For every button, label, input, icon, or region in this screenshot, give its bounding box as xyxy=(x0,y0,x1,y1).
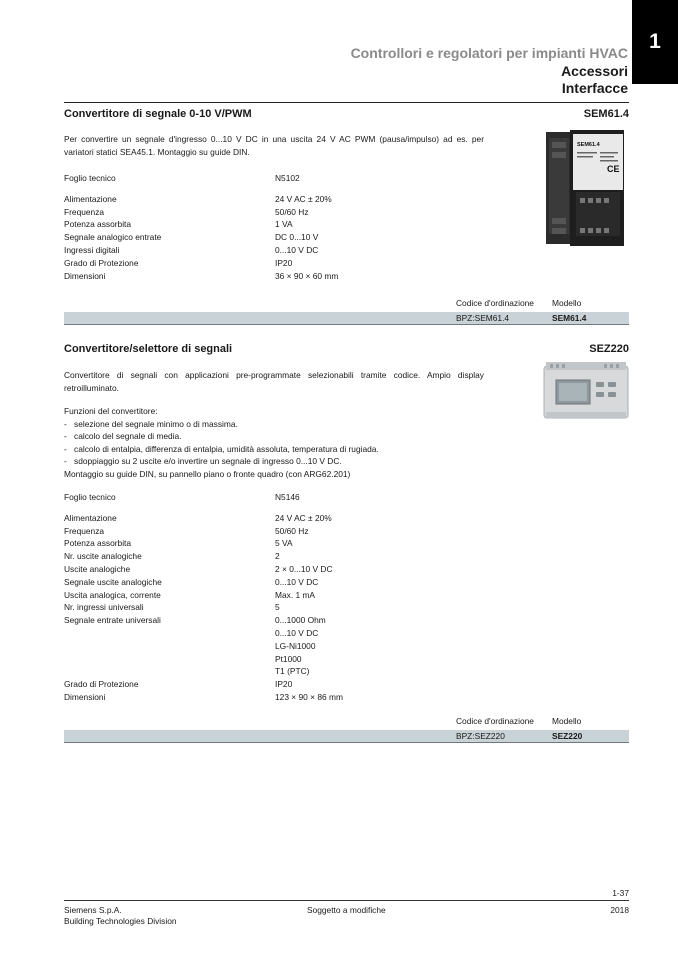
spec-label: Potenza assorbita xyxy=(64,538,132,549)
order-model-header: Modello xyxy=(552,298,582,308)
order-model-header: Modello xyxy=(552,716,582,726)
section1-title: Convertitore di segnale 0-10 V/PWM xyxy=(64,108,252,120)
spec-value: 5 VA xyxy=(275,538,293,549)
spec-value: 50/60 Hz xyxy=(275,525,309,536)
section2-spec-table xyxy=(64,491,484,704)
spec-row xyxy=(64,665,484,678)
spec-label: Nr. ingressi universali xyxy=(64,602,144,613)
order-code-header: Codice d'ordinazione xyxy=(456,298,534,308)
function-item: - sdoppiaggio su 2 uscite e/o invertire un segnale di ingresso 0...10 V DC. xyxy=(64,455,484,468)
spec-row xyxy=(64,270,484,283)
spec-label: Alimentazione xyxy=(64,512,117,523)
sem61-product-image xyxy=(540,128,630,256)
spec-row xyxy=(64,550,484,563)
order-code: BPZ:SEM61.4 xyxy=(456,313,510,323)
spec-label xyxy=(64,653,275,666)
spec-value: 123 × 90 × 86 mm xyxy=(275,691,343,702)
spec-value: IP20 xyxy=(275,257,293,268)
section1-top-rule xyxy=(64,102,629,103)
spec-label: Segnale uscite analogiche xyxy=(64,576,162,587)
spec-row xyxy=(64,653,484,666)
spec-row xyxy=(64,627,484,640)
section1-order-row xyxy=(64,312,629,325)
spec-row xyxy=(64,691,484,704)
spec-label: Uscite analogiche xyxy=(64,563,131,574)
functions-title: Funzioni del convertitore: xyxy=(64,406,158,416)
section1-model: SEM61.4 xyxy=(583,108,629,120)
spec-label: Segnale analogico entrate xyxy=(64,232,162,243)
order-model: SEM61.4 xyxy=(552,313,587,323)
footer-year: 2018 xyxy=(610,905,629,915)
sem61-ce-mark: CE xyxy=(607,164,620,174)
spec-label xyxy=(64,665,275,678)
spec-row xyxy=(64,589,484,602)
sem61-product-label: SEM61.4 xyxy=(577,142,600,148)
spec-label xyxy=(64,627,275,640)
spec-value: 5 xyxy=(275,602,280,613)
spec-value: LG-Ni1000 xyxy=(275,640,316,651)
spec-label: Grado di Protezione xyxy=(64,257,139,268)
function-item: - calcolo del segnale di media. xyxy=(64,430,484,443)
spec-value: T1 (PTC) xyxy=(275,666,310,677)
spec-value: Pt1000 xyxy=(275,653,302,664)
page-number: 1-37 xyxy=(612,888,629,898)
order-code: BPZ:SEZ220 xyxy=(456,731,505,741)
spec-label: Foglio tecnico xyxy=(64,173,116,183)
spec-value: 1 VA xyxy=(275,219,293,230)
datasheet-row xyxy=(64,172,484,185)
spec-value: 2 × 0...10 V DC xyxy=(275,563,333,574)
spec-label: Dimensioni xyxy=(64,270,106,281)
datasheet-row xyxy=(64,491,484,504)
header-category: Controllori e regolatori per impianti HVAC xyxy=(350,45,628,61)
spec-label: Grado di Protezione xyxy=(64,679,139,690)
spec-value: Max. 1 mA xyxy=(275,589,316,600)
spec-value: 50/60 Hz xyxy=(275,206,309,217)
section2-title: Convertitore/selettore di segnali xyxy=(64,343,233,355)
footer-rule xyxy=(64,900,629,901)
spec-value: N5146 xyxy=(275,492,300,502)
spec-row xyxy=(64,206,484,219)
spec-value: 2 xyxy=(275,551,280,562)
spec-value: 0...10 V DC xyxy=(275,244,319,255)
spec-value: 24 V AC ± 20% xyxy=(275,193,332,204)
spec-row xyxy=(64,231,484,244)
section2-functions xyxy=(64,405,484,481)
mounting-note: Montaggio su guide DIN, su pannello piano o fronte quadro (con ARG62.201) xyxy=(64,468,351,479)
spec-row xyxy=(64,537,484,550)
spec-row xyxy=(64,257,484,270)
functions-list xyxy=(64,418,484,468)
spec-label: Ingressi digitali xyxy=(64,244,120,255)
function-item: - selezione del segnale minimo o di massima. xyxy=(64,418,484,431)
spec-row xyxy=(64,601,484,614)
spec-value: N5102 xyxy=(275,173,300,183)
spec-value: 24 V AC ± 20% xyxy=(275,512,332,523)
section2-order-header xyxy=(64,716,629,728)
spec-label: Foglio tecnico xyxy=(64,492,116,502)
spec-label xyxy=(64,640,275,653)
section1-description: Per convertire un segnale d'ingresso 0...10 V DC in una uscita 24 V AC PWM (pausa/impulso) ad es. per variatori statici SEA45.1. Montaggio su guide DIN. xyxy=(64,134,484,157)
section2-model: SEZ220 xyxy=(589,343,629,355)
spec-row xyxy=(64,525,484,538)
spec-row xyxy=(64,218,484,231)
spec-row xyxy=(64,614,484,627)
footer-division: Building Technologies Division xyxy=(64,916,177,926)
spec-label: Segnale entrate universali xyxy=(64,615,161,626)
section1-order-header xyxy=(64,298,629,310)
chapter-tab: 1 xyxy=(632,0,678,84)
spec-row xyxy=(64,193,484,206)
spec-value: 0...10 V DC xyxy=(275,627,319,638)
order-model: SEZ220 xyxy=(552,731,583,741)
section2-order-row xyxy=(64,730,629,743)
footer-company: Siemens S.p.A. xyxy=(64,905,122,915)
section1-spec-table xyxy=(64,172,484,282)
spec-value: IP20 xyxy=(275,679,293,690)
section2-description: Convertitore di segnali con applicazioni pre-programmate selezionabili tramite codice. Ampio display retroilluminato. xyxy=(64,370,484,393)
header-subcategory: Accessori xyxy=(561,63,628,79)
header-section: Interfacce xyxy=(561,80,628,96)
spec-label: Nr. uscite analogiche xyxy=(64,551,142,562)
spec-value: 36 × 90 × 60 mm xyxy=(275,270,339,281)
spec-value: 0...10 V DC xyxy=(275,576,319,587)
spec-label: Alimentazione xyxy=(64,193,117,204)
sez220-product-image xyxy=(542,362,630,422)
spec-value: 0...1000 Ohm xyxy=(275,615,326,626)
function-item: - calcolo di entalpia, differenza di entalpia, umidità assoluta, temperatura di rugiada. xyxy=(64,443,484,456)
spec-row xyxy=(64,640,484,653)
spec-row xyxy=(64,576,484,589)
spec-label: Frequenza xyxy=(64,525,105,536)
order-code-header: Codice d'ordinazione xyxy=(456,716,534,726)
spec-label: Uscita analogica, corrente xyxy=(64,589,161,600)
spec-value: DC 0...10 V xyxy=(275,232,319,243)
footer-notice: Soggetto a modifiche xyxy=(307,905,386,915)
spec-row xyxy=(64,678,484,691)
spec-row xyxy=(64,563,484,576)
spec-label: Potenza assorbita xyxy=(64,219,132,230)
spec-row xyxy=(64,512,484,525)
spec-label: Frequenza xyxy=(64,206,105,217)
spec-label: Dimensioni xyxy=(64,691,106,702)
spec-row xyxy=(64,244,484,257)
